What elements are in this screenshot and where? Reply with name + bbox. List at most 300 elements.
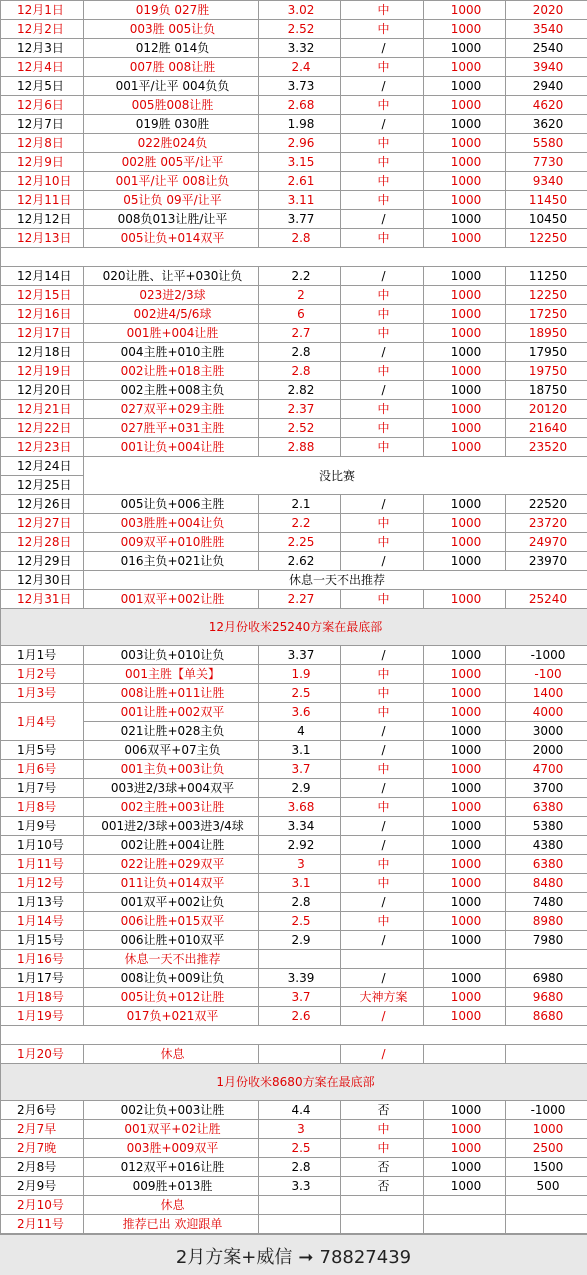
result-cell: 中 — [341, 760, 424, 779]
match-cell: 001胜+004让胜 — [84, 324, 259, 343]
date-cell: 12月10日 — [1, 172, 84, 191]
odds-cell: 2.62 — [259, 552, 341, 571]
total-cell: 7730 — [506, 153, 587, 172]
odds-cell: 2.27 — [259, 590, 341, 609]
match-cell: 001平/让平 008让负 — [84, 172, 259, 191]
odds-cell: 2.96 — [259, 134, 341, 153]
table-row — [1, 96, 587, 115]
match-cell: 002让胜+004让胜 — [84, 836, 259, 855]
date-cell: 1月3号 — [1, 684, 84, 703]
total-cell: 7480 — [506, 893, 587, 912]
odds-cell: 2.37 — [259, 400, 341, 419]
total-cell: -1000 — [506, 646, 587, 665]
match-cell: 003进2/3球+004双平 — [84, 779, 259, 798]
match-cell: 休息 — [84, 1196, 259, 1215]
stake-cell: 1000 — [424, 779, 506, 798]
table-row — [1, 362, 587, 381]
total-cell: 19750 — [506, 362, 587, 381]
odds-cell: 2.5 — [259, 912, 341, 931]
stake-cell: 1000 — [424, 343, 506, 362]
odds-cell: 3 — [259, 855, 341, 874]
table-row — [1, 438, 587, 457]
result-cell: / — [341, 343, 424, 362]
table-row — [1, 988, 587, 1007]
match-cell: 003胜 005让负 — [84, 20, 259, 39]
result-cell: 中 — [341, 514, 424, 533]
stake-cell: 1000 — [424, 77, 506, 96]
result-cell: 否 — [341, 1177, 424, 1196]
total-cell: 7980 — [506, 931, 587, 950]
match-cell: 002胜 005平/让平 — [84, 153, 259, 172]
total-cell: 11450 — [506, 191, 587, 210]
date-cell: 12月19日 — [1, 362, 84, 381]
date-cell: 12月30日 — [1, 571, 84, 590]
footer-number: 78827439 — [320, 1247, 412, 1268]
odds-cell: 2.4 — [259, 58, 341, 77]
stake-cell: 1000 — [424, 267, 506, 286]
total-cell: 12250 — [506, 229, 587, 248]
result-cell: 中 — [341, 419, 424, 438]
result-cell: 中 — [341, 1, 424, 20]
stake-cell: 1000 — [424, 381, 506, 400]
stake-cell: 1000 — [424, 533, 506, 552]
total-cell: 23720 — [506, 514, 587, 533]
result-cell: 中 — [341, 58, 424, 77]
table-row — [1, 1196, 587, 1215]
table-row — [1, 665, 587, 684]
total-cell: 17950 — [506, 343, 587, 362]
odds-cell: 2.61 — [259, 172, 341, 191]
spacer-row — [1, 1026, 587, 1045]
date-cell: 1月2号 — [1, 665, 84, 684]
odds-cell: 1.98 — [259, 115, 341, 134]
stake-cell: 1000 — [424, 191, 506, 210]
date-cell: 1月4号 — [1, 703, 84, 741]
date-cell: 2月11号 — [1, 1215, 84, 1234]
match-cell: 001双平+002让负 — [84, 893, 259, 912]
total-cell: 1500 — [506, 1158, 587, 1177]
stake-cell: 1000 — [424, 798, 506, 817]
match-cell: 017负+021双平 — [84, 1007, 259, 1026]
stake-cell: 1000 — [424, 722, 506, 741]
result-cell: 中 — [341, 362, 424, 381]
stake-cell: 1000 — [424, 419, 506, 438]
spacer-row — [1, 248, 587, 267]
date-cell: 12月20日 — [1, 381, 84, 400]
result-cell: / — [341, 646, 424, 665]
result-cell: / — [341, 495, 424, 514]
match-cell: 007胜 008让胜 — [84, 58, 259, 77]
odds-cell: 2.1 — [259, 495, 341, 514]
total-cell: 21640 — [506, 419, 587, 438]
total-cell: 2940 — [506, 77, 587, 96]
stake-cell: 1000 — [424, 495, 506, 514]
date-cell: 1月6号 — [1, 760, 84, 779]
stake-cell: 1000 — [424, 1101, 506, 1120]
result-cell: 中 — [341, 533, 424, 552]
odds-cell: 3.68 — [259, 798, 341, 817]
table-row — [1, 248, 587, 267]
total-cell: 18950 — [506, 324, 587, 343]
total-cell: 3700 — [506, 779, 587, 798]
table-row — [1, 855, 587, 874]
table-row — [1, 609, 587, 646]
table-row — [1, 912, 587, 931]
table-row — [1, 893, 587, 912]
table-row — [1, 836, 587, 855]
date-cell: 12月14日 — [1, 267, 84, 286]
odds-cell: 2.5 — [259, 684, 341, 703]
match-cell: 022让胜+029双平 — [84, 855, 259, 874]
stake-cell: 1000 — [424, 210, 506, 229]
total-cell — [506, 1215, 587, 1234]
match-cell: 003胜胜+004让负 — [84, 514, 259, 533]
odds-cell: 3.1 — [259, 741, 341, 760]
table-row — [1, 533, 587, 552]
date-cell: 2月9号 — [1, 1177, 84, 1196]
table-row — [1, 400, 587, 419]
result-cell: / — [341, 115, 424, 134]
odds-cell — [259, 1215, 341, 1234]
match-cell: 001让负+004让胜 — [84, 438, 259, 457]
date-cell: 12月26日 — [1, 495, 84, 514]
result-cell: 中 — [341, 684, 424, 703]
result-cell: / — [341, 552, 424, 571]
match-cell: 009胜+013胜 — [84, 1177, 259, 1196]
result-cell: / — [341, 267, 424, 286]
odds-cell: 2.5 — [259, 1139, 341, 1158]
total-cell: 9340 — [506, 172, 587, 191]
date-cell: 1月10号 — [1, 836, 84, 855]
total-cell: 24970 — [506, 533, 587, 552]
stake-cell: 1000 — [424, 552, 506, 571]
odds-cell: 2.6 — [259, 1007, 341, 1026]
odds-cell — [259, 1045, 341, 1064]
table-row — [1, 931, 587, 950]
total-cell: 500 — [506, 1177, 587, 1196]
footer-contact-label: 威信 — [256, 1247, 292, 1268]
table-row — [1, 457, 587, 476]
result-cell: 中 — [341, 874, 424, 893]
match-cell: 001主负+003让负 — [84, 760, 259, 779]
table-row — [1, 798, 587, 817]
date-cell: 12月24日 — [1, 457, 84, 476]
result-cell: 中 — [341, 153, 424, 172]
odds-cell: 2.7 — [259, 324, 341, 343]
table-row — [1, 77, 587, 96]
result-cell: 中 — [341, 703, 424, 722]
date-cell: 1月8号 — [1, 798, 84, 817]
table-row — [1, 722, 587, 741]
odds-cell: 2.8 — [259, 1158, 341, 1177]
result-cell: 中 — [341, 96, 424, 115]
odds-cell: 3.7 — [259, 988, 341, 1007]
stake-cell: 1000 — [424, 39, 506, 58]
stake-cell: 1000 — [424, 855, 506, 874]
total-cell: 4380 — [506, 836, 587, 855]
stake-cell: 1000 — [424, 969, 506, 988]
odds-cell: 2.2 — [259, 267, 341, 286]
table-row — [1, 817, 587, 836]
total-cell: 6380 — [506, 855, 587, 874]
date-cell: 2月7早 — [1, 1120, 84, 1139]
match-cell: 016主负+021让负 — [84, 552, 259, 571]
table-row — [1, 324, 587, 343]
result-cell: 中 — [341, 305, 424, 324]
stake-cell: 1000 — [424, 988, 506, 1007]
stake-cell — [424, 1045, 506, 1064]
match-cell: 004主胜+010主胜 — [84, 343, 259, 362]
total-cell: 9680 — [506, 988, 587, 1007]
match-cell: 002主胜+003让胜 — [84, 798, 259, 817]
total-cell: 8980 — [506, 912, 587, 931]
date-cell: 12月2日 — [1, 20, 84, 39]
match-cell: 002主胜+008主负 — [84, 381, 259, 400]
total-cell: 8680 — [506, 1007, 587, 1026]
match-cell: 019负 027胜 — [84, 1, 259, 20]
total-cell: 2540 — [506, 39, 587, 58]
stake-cell — [424, 950, 506, 969]
table-row — [1, 495, 587, 514]
result-cell: / — [341, 722, 424, 741]
result-cell: 中 — [341, 229, 424, 248]
match-cell: 008负013让胜/让平 — [84, 210, 259, 229]
date-cell: 1月16号 — [1, 950, 84, 969]
merged-note-cell: 休息一天不出推荐 — [84, 571, 587, 590]
result-cell: 中 — [341, 286, 424, 305]
table-row — [1, 1177, 587, 1196]
table-row — [1, 1, 587, 20]
date-cell: 12月5日 — [1, 77, 84, 96]
result-cell: 中 — [341, 665, 424, 684]
total-cell: 18750 — [506, 381, 587, 400]
total-cell: 20120 — [506, 400, 587, 419]
total-cell: 4620 — [506, 96, 587, 115]
date-cell: 1月14号 — [1, 912, 84, 931]
match-cell: 003让负+010让负 — [84, 646, 259, 665]
match-cell: 009双平+010胜胜 — [84, 533, 259, 552]
odds-cell: 4 — [259, 722, 341, 741]
match-cell: 005让负+006主胜 — [84, 495, 259, 514]
result-cell: 大神方案 — [341, 988, 424, 1007]
result-cell — [341, 1215, 424, 1234]
match-cell: 005让负+012让胜 — [84, 988, 259, 1007]
date-cell: 12月18日 — [1, 343, 84, 362]
table-row — [1, 1026, 587, 1045]
match-cell: 020让胜、让平+030让负 — [84, 267, 259, 286]
result-cell: / — [341, 39, 424, 58]
match-cell: 008让胜+011让胜 — [84, 684, 259, 703]
table-row — [1, 134, 587, 153]
total-cell: -1000 — [506, 1101, 587, 1120]
odds-cell: 3.73 — [259, 77, 341, 96]
table-row — [1, 39, 587, 58]
stake-cell: 1000 — [424, 931, 506, 950]
table-row — [1, 1139, 587, 1158]
table-row — [1, 552, 587, 571]
total-cell: 5380 — [506, 817, 587, 836]
odds-cell: 3.3 — [259, 1177, 341, 1196]
table-row — [1, 684, 587, 703]
table-row — [1, 571, 587, 590]
match-cell: 008让负+009让负 — [84, 969, 259, 988]
result-cell: 否 — [341, 1158, 424, 1177]
odds-cell: 3.39 — [259, 969, 341, 988]
stake-cell: 1000 — [424, 836, 506, 855]
table-row — [1, 343, 587, 362]
match-cell: 002进4/5/6球 — [84, 305, 259, 324]
match-cell: 006双平+07主负 — [84, 741, 259, 760]
result-cell: / — [341, 779, 424, 798]
stake-cell: 1000 — [424, 1, 506, 20]
result-cell: 中 — [341, 400, 424, 419]
stake-cell: 1000 — [424, 324, 506, 343]
odds-cell: 3.7 — [259, 760, 341, 779]
result-cell: 中 — [341, 172, 424, 191]
result-cell: / — [341, 77, 424, 96]
arrow-right-icon: ➞ — [298, 1247, 313, 1268]
result-cell: / — [341, 210, 424, 229]
match-cell: 006让胜+015双平 — [84, 912, 259, 931]
result-cell: 中 — [341, 912, 424, 931]
odds-cell: 2.9 — [259, 931, 341, 950]
date-cell: 12月13日 — [1, 229, 84, 248]
stake-cell: 1000 — [424, 134, 506, 153]
match-cell: 001进2/3球+003进3/4球 — [84, 817, 259, 836]
total-cell — [506, 1045, 587, 1064]
date-cell: 12月31日 — [1, 590, 84, 609]
stake-cell: 1000 — [424, 96, 506, 115]
odds-cell — [259, 950, 341, 969]
odds-cell: 2.8 — [259, 893, 341, 912]
odds-cell: 2.8 — [259, 343, 341, 362]
total-cell: 3540 — [506, 20, 587, 39]
result-cell — [341, 1196, 424, 1215]
odds-cell: 2.9 — [259, 779, 341, 798]
stake-cell: 1000 — [424, 514, 506, 533]
stake-cell: 1000 — [424, 438, 506, 457]
match-cell: 休息一天不出推荐 — [84, 950, 259, 969]
match-cell: 005胜008让胜 — [84, 96, 259, 115]
result-cell: / — [341, 893, 424, 912]
date-cell: 12月25日 — [1, 476, 84, 495]
stake-cell: 1000 — [424, 665, 506, 684]
date-cell: 12月29日 — [1, 552, 84, 571]
total-cell — [506, 950, 587, 969]
date-cell: 2月6号 — [1, 1101, 84, 1120]
stake-cell: 1000 — [424, 1177, 506, 1196]
date-cell: 1月1号 — [1, 646, 84, 665]
table-row — [1, 1120, 587, 1139]
result-cell: 中 — [341, 324, 424, 343]
date-cell: 12月9日 — [1, 153, 84, 172]
table-row — [1, 286, 587, 305]
stake-cell: 1000 — [424, 362, 506, 381]
odds-cell: 3.34 — [259, 817, 341, 836]
match-cell: 022胜024负 — [84, 134, 259, 153]
total-cell: 8480 — [506, 874, 587, 893]
stake-cell: 1000 — [424, 1158, 506, 1177]
odds-cell: 2.8 — [259, 229, 341, 248]
table-row — [1, 969, 587, 988]
table-row — [1, 172, 587, 191]
result-cell: 中 — [341, 438, 424, 457]
table-row — [1, 590, 587, 609]
stake-cell: 1000 — [424, 400, 506, 419]
odds-cell: 3.15 — [259, 153, 341, 172]
odds-cell: 2.92 — [259, 836, 341, 855]
total-cell: 4700 — [506, 760, 587, 779]
result-cell: 中 — [341, 134, 424, 153]
date-cell: 12月7日 — [1, 115, 84, 134]
total-cell: 6980 — [506, 969, 587, 988]
table-row — [1, 760, 587, 779]
footer-prefix: 2月方案+ — [176, 1247, 257, 1268]
result-cell: 否 — [341, 1101, 424, 1120]
result-cell: 中 — [341, 855, 424, 874]
month-summary-note: 12月份收米25240方案在最底部 — [1, 609, 587, 646]
date-cell: 1月17号 — [1, 969, 84, 988]
result-cell: / — [341, 969, 424, 988]
result-cell: 中 — [341, 1120, 424, 1139]
match-cell: 027双平+029主胜 — [84, 400, 259, 419]
total-cell: 17250 — [506, 305, 587, 324]
footer-text — [176, 1243, 411, 1269]
odds-cell: 3.1 — [259, 874, 341, 893]
result-cell: / — [341, 1045, 424, 1064]
table-row — [1, 1007, 587, 1026]
total-cell: 25240 — [506, 590, 587, 609]
date-cell: 12月11日 — [1, 191, 84, 210]
total-cell: 3620 — [506, 115, 587, 134]
stake-cell: 1000 — [424, 115, 506, 134]
table-row — [1, 741, 587, 760]
date-cell: 1月13号 — [1, 893, 84, 912]
table-row — [1, 703, 587, 722]
footer-banner — [0, 1234, 587, 1275]
date-cell: 1月20号 — [1, 1045, 84, 1064]
date-cell: 12月12日 — [1, 210, 84, 229]
match-cell: 002让胜+018主胜 — [84, 362, 259, 381]
odds-cell: 2 — [259, 286, 341, 305]
table-row — [1, 305, 587, 324]
table-row — [1, 267, 587, 286]
table-row — [1, 779, 587, 798]
date-cell: 2月10号 — [1, 1196, 84, 1215]
date-cell: 12月15日 — [1, 286, 84, 305]
date-cell: 12月28日 — [1, 533, 84, 552]
total-cell: -100 — [506, 665, 587, 684]
stake-cell: 1000 — [424, 741, 506, 760]
date-cell: 12月3日 — [1, 39, 84, 58]
result-cell: / — [341, 381, 424, 400]
result-cell: / — [341, 1007, 424, 1026]
total-cell: 23520 — [506, 438, 587, 457]
table-row — [1, 191, 587, 210]
stake-cell — [424, 1196, 506, 1215]
total-cell: 5580 — [506, 134, 587, 153]
stake-cell: 1000 — [424, 58, 506, 77]
odds-cell: 1.9 — [259, 665, 341, 684]
date-cell: 1月5号 — [1, 741, 84, 760]
result-cell: / — [341, 817, 424, 836]
total-cell: 10450 — [506, 210, 587, 229]
stake-cell: 1000 — [424, 893, 506, 912]
table-row — [1, 1215, 587, 1234]
stake-cell: 1000 — [424, 20, 506, 39]
match-cell: 021让胜+028主负 — [84, 722, 259, 741]
date-cell: 12月8日 — [1, 134, 84, 153]
